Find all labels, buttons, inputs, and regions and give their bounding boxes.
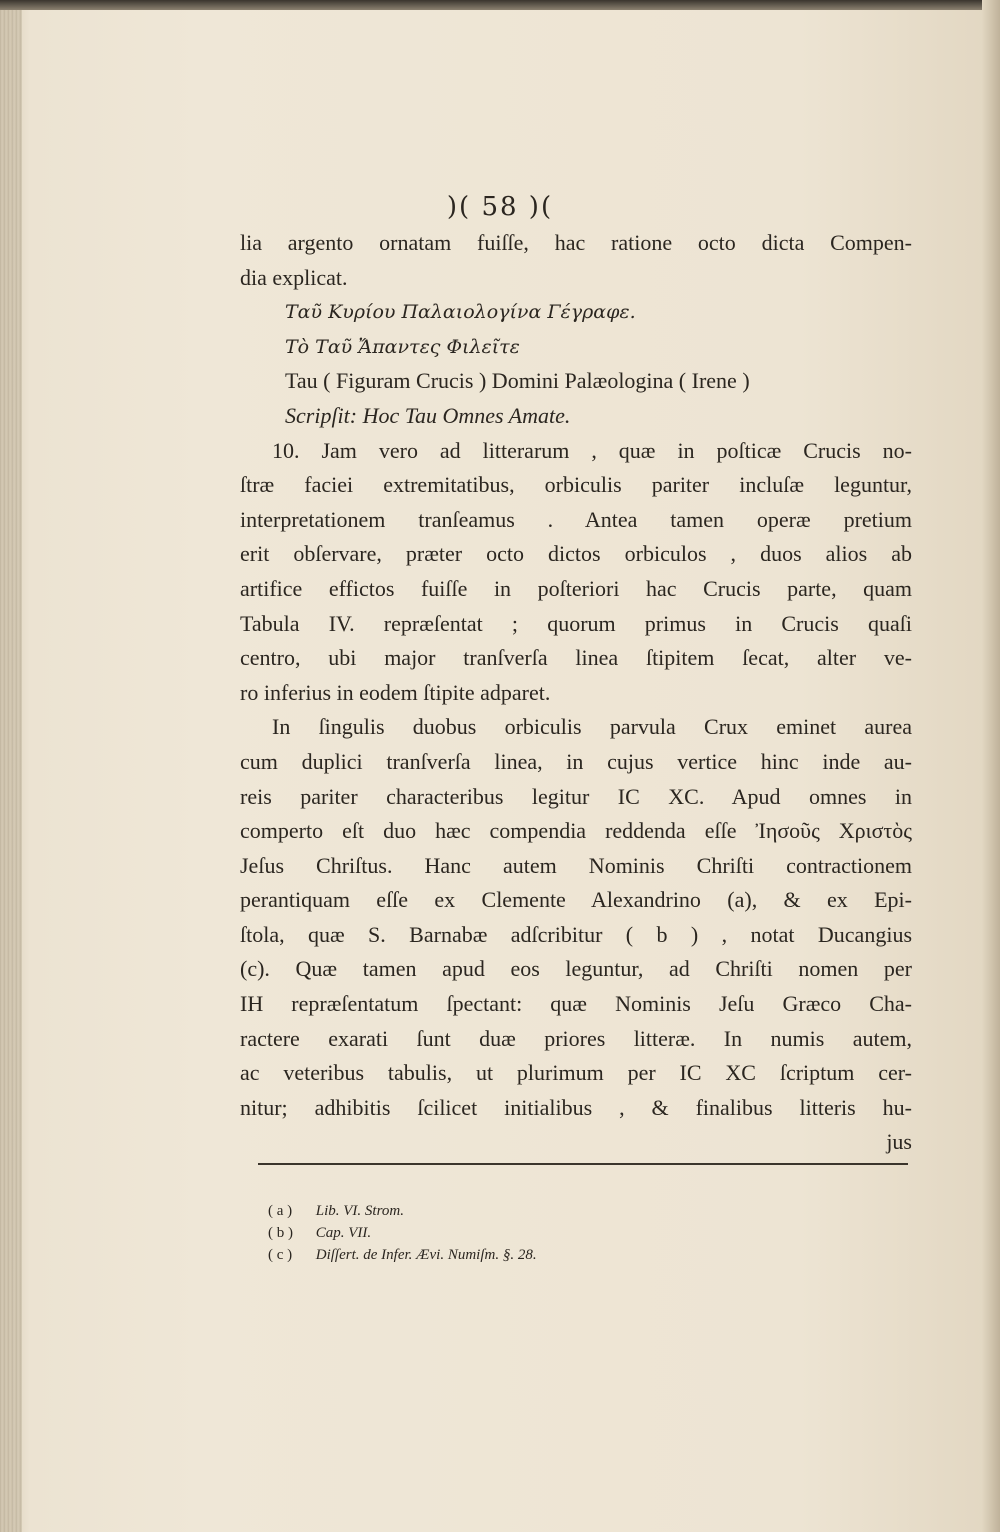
footnote-text: Lib. VI. Strom.: [315, 1203, 404, 1219]
text-line: In ſingulis duobus orbiculis parvula Crux eminet aurea: [272, 714, 912, 740]
text-line: centro, ubi major tranſverſa linea ſtipitem ſecat, alter ve-: [240, 645, 912, 671]
text-line: (c). Quæ tamen apud eos leguntur, ad Chriſti nomen per: [240, 956, 912, 982]
text-line: cum duplici tranſverſa linea, in cujus vertice hinc inde au-: [240, 748, 912, 774]
text-line: ractere exarati ſunt duæ priores litteræ. In numis autem,: [240, 1025, 912, 1051]
greek-inscription-line: Ταῦ Κυρίου Παλαιολογίνα Γέγραφε.: [285, 301, 636, 324]
text-line: ro inferius in eodem ſtipite adparet.: [240, 679, 551, 705]
text-line: Jeſus Chriſtus. Hanc autem Nominis Chriſti contractionem: [240, 852, 912, 878]
footnote-mark: ( b ): [268, 1225, 293, 1241]
footnote-text: Diſſert. de Infer. Ævi. Numiſm. §. 28.: [315, 1247, 537, 1263]
text-line: Tabula IV. repræſentat ; quorum primus in Crucis quaſi: [240, 610, 912, 636]
footnotes: [268, 1200, 537, 1266]
text-line: ac veteribus tabulis, ut plurimum per IC XC ſcriptum cer-: [240, 1060, 912, 1086]
text-line: erit obſervare, præter octo dictos orbiculos , duos alios ab: [240, 541, 912, 567]
footnote-text: Cap. VII.: [315, 1225, 372, 1241]
text-line: perantiquam eſſe ex Clemente Alexandrino (a), & ex Epi-: [240, 887, 912, 913]
footnote-mark: ( a ): [268, 1203, 293, 1219]
text-line: dia explicat.: [240, 264, 348, 290]
footnote: [268, 1222, 537, 1244]
book-binding: [0, 0, 22, 1532]
greek-inscription-line: Τὸ Ταῦ Ἄπαντες Φιλεῖτε: [285, 335, 520, 358]
catchword: jus: [886, 1129, 912, 1155]
text-line: ſtræ faciei extremitatibus, orbiculis pariter incluſæ leguntur,: [240, 472, 912, 498]
text-line: artifice effictos fuiſſe in poſteriori hac Crucis parte, quam: [240, 575, 912, 601]
text-line: ſtola, quæ S. Barnabæ adſcribitur ( b ) , notat Ducangius: [240, 921, 912, 947]
text-line: comperto eſt duo hæc compendia reddenda eſſe Ἰησοῦς Χριστὸς: [240, 818, 912, 844]
translation-line: Scripſit: Hoc Tau Omnes Amate.: [285, 402, 571, 428]
translation-line: Tau ( Figuram Crucis ) Domini Palæologina ( Irene ): [285, 368, 750, 394]
right-edge: [982, 0, 1000, 1532]
text-line: IH repræſentatum ſpectant: quæ Nominis Jeſu Græco Cha-: [240, 991, 912, 1017]
text-line: 10. Jam vero ad litterarum , quæ in poſticæ Crucis no-: [272, 437, 912, 463]
footnote: [268, 1244, 537, 1266]
page-number: )( 58 )(: [446, 192, 554, 222]
footnote-mark: ( c ): [268, 1247, 293, 1263]
text-line: nitur; adhibitis ſcilicet initialibus , & finalibus litteris hu-: [240, 1094, 912, 1120]
text-line: reis pariter characteribus legitur IC XC. Apud omnes in: [240, 783, 912, 809]
footnote-divider: [258, 1163, 908, 1165]
top-edge: [0, 0, 1000, 10]
main-text: [240, 226, 912, 1160]
text-line: interpretationem tranſeamus . Antea tamen operæ pretium: [240, 506, 912, 532]
text-line: lia argento ornatam fuiſſe, hac ratione octo dicta Compen-: [240, 230, 912, 255]
footnote: [268, 1200, 537, 1222]
